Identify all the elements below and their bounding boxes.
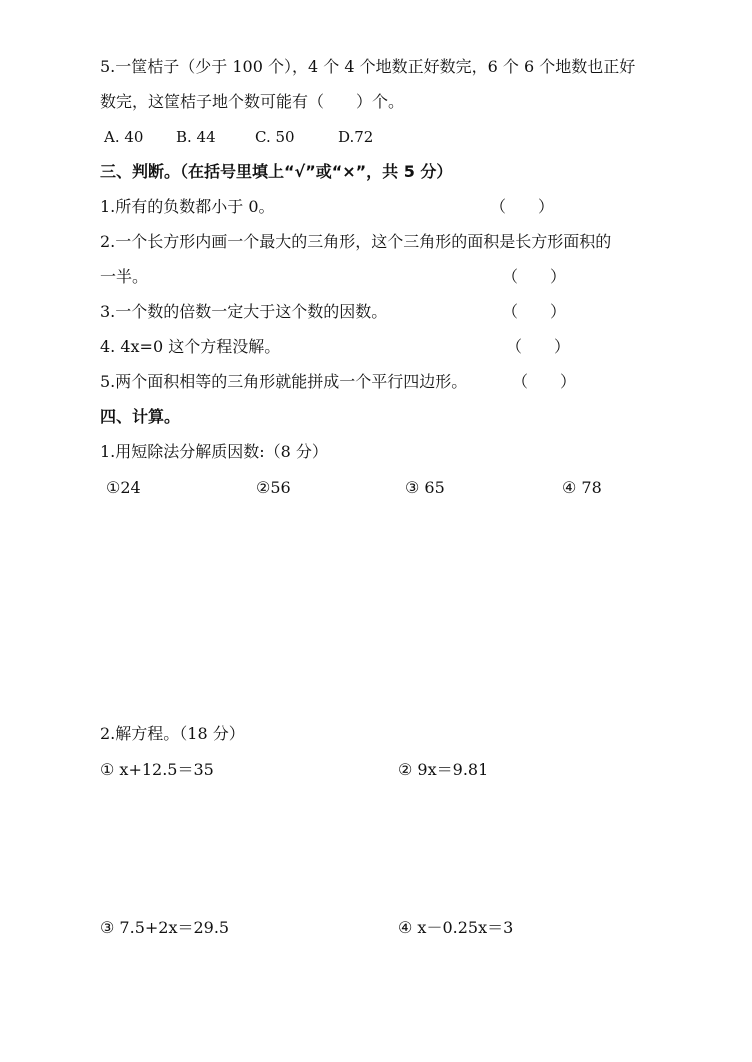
calc-sub2-title: 2.解方程。（18 分）: [100, 724, 245, 743]
section4-heading: 四、计算。: [100, 407, 181, 426]
judge-item-2: 2.一个长方形内画一个最大的三角形，这个三角形的面积是长方形面积的: [100, 232, 612, 251]
judge-item-1: 1.所有的负数都小于 0。: [100, 197, 275, 216]
factor-item-2: ②56: [256, 478, 291, 497]
judge-item-4: 4. 4x=0 这个方程没解。: [100, 337, 281, 356]
judge-item-2-cont: 一半。: [100, 267, 149, 286]
factor-item-1: ①24: [106, 478, 141, 497]
answer-paren-5[interactable]: （ ）: [512, 372, 577, 391]
answer-paren-1[interactable]: （ ）: [490, 197, 555, 216]
factor-item-4: ④ 78: [562, 478, 602, 497]
q5-option-c: C. 50: [255, 128, 295, 146]
judge-item-5: 5.两个面积相等的三角形就能拼成一个平行四边形。: [100, 372, 468, 391]
equation-1: ① x+12.5＝35: [100, 760, 214, 779]
answer-paren-3[interactable]: （ ）: [502, 302, 567, 321]
equation-4: ④ x－0.25x＝3: [398, 918, 514, 937]
judge-item-3: 3.一个数的倍数一定大于这个数的因数。: [100, 302, 388, 321]
calc-sub1-title: 1.用短除法分解质因数:（8 分）: [100, 442, 328, 461]
q5-line1: 5.一筐桔子（少于 100 个），4 个 4 个地数正好数完，6 个 6 个地数也正好: [100, 57, 636, 76]
section3-heading: 三、判断。（在括号里填上“√”或“×”，共 5 分）: [100, 162, 453, 181]
equation-3: ③ 7.5+2x＝29.5: [100, 918, 230, 937]
answer-paren-4[interactable]: （ ）: [506, 337, 571, 356]
q5-option-d: D.72: [338, 128, 374, 146]
q5-option-a: A. 40: [104, 128, 144, 146]
answer-paren-2[interactable]: （ ）: [502, 267, 567, 286]
factor-item-3: ③ 65: [405, 478, 445, 497]
equation-2: ② 9x＝9.81: [398, 760, 489, 779]
q5-option-b: B. 44: [176, 128, 216, 146]
q5-line2: 数完，这筐桔子地个数可能有（ ）个。: [100, 92, 405, 111]
